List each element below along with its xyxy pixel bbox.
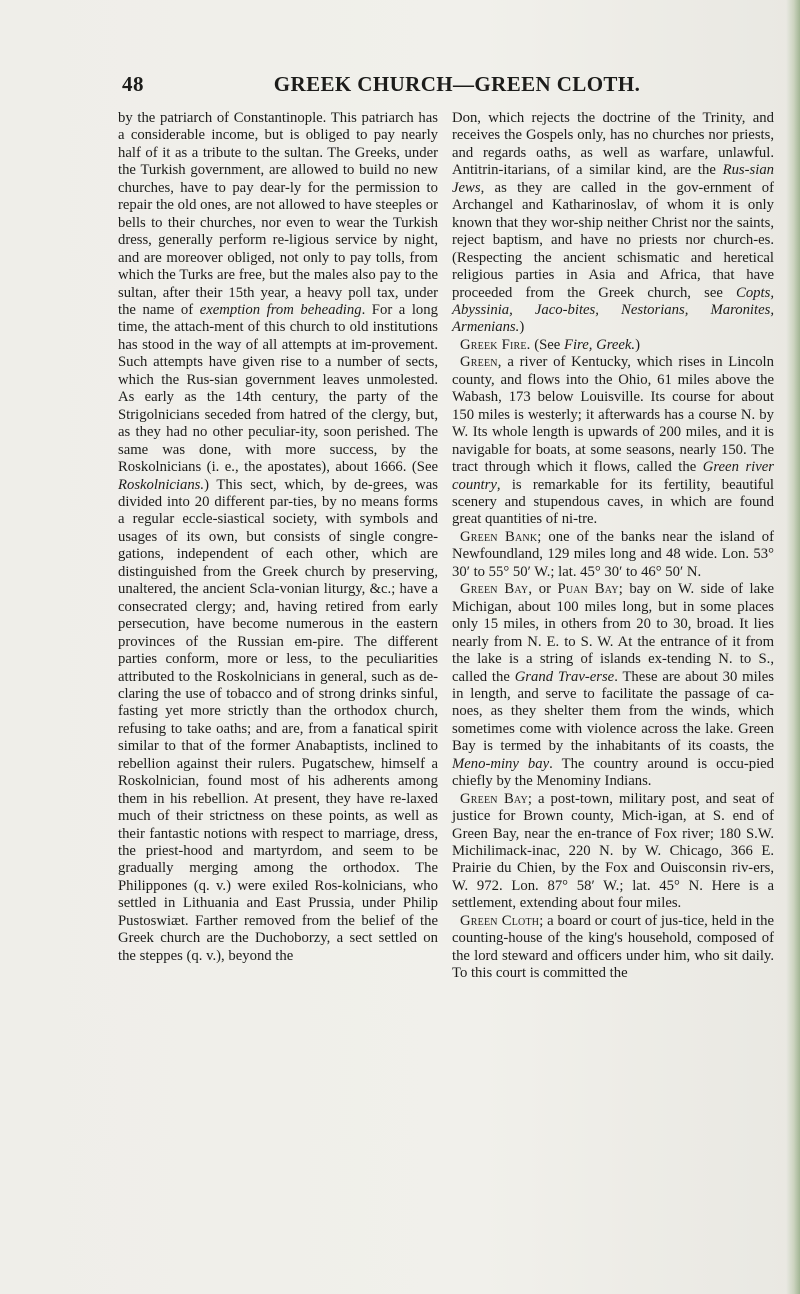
italic-text: Copts, Abyssinia, Jaco-bites, Nestorians, Maronites, Armenians. — [452, 284, 774, 336]
entry-green-bay-town — [452, 791, 774, 913]
italic-text: Rus-sian Jews — [452, 162, 774, 196]
text-run: or — [532, 581, 558, 598]
italic-text: exemption from beheading — [199, 301, 362, 318]
text-run: Don, which rejects the doctrine of the Trinity, and receives the Gospels only, has no churches nor priests, and regards oaths, as well as warfare, unlawful. Antitrin-itarians, of a similar kind, are the — [452, 110, 774, 179]
text-run: ; a post-town, military post, and seat of justice for Brown county, Mich-igan, at S. end of Green Bay, near the en-trance of Fox river; 180 S.W. Michilimack-inac, 220 N. by W. Chicago, 366 E. Prairie du Chien, by the Fox and Ouisconsin riv-ers, W. 972. Lon. 87° 58′ W.; lat. 45° N. Here is a settlement, extending about four miles. — [452, 790, 774, 912]
entry-green-cloth — [452, 913, 774, 983]
text-run: ) This sect, which, by de-grees, was divided into 20 different par-ties, by no means forms a regular eccle-siastical society, with symbols and usages of its own, but consists of single congre-gations, independent of each other, which are distinguished from the Greek church by preserving, unaltered, the ancient Scla-vonian liturgy, &c.; have a consecrated clergy; and, having retired from early persecution, have become numerous in the eastern provinces of the Russian em-pire. The different parties conform, more or less, to the peculiarities attributed to the Roskolnicians in general, such as de-claring the use of tobacco and of strong drinks sinful, fasting yet more strictly than the orthodox church, refusing to take oaths; and are, from a fanatical spirit similar to that of the former Anabaptists, inclined to rebellion against their rulers. Pugatschew, himself a Roskolnician, found most of his adherents among them in his rebellion. At present, they have re-laxed much of their strictness on these points, as well as their fantastic notions with respect to marriage, dress, the priest-hood and martyrdom, and seem to be gradually merging among the orthodox. The Philippones (q. v.) were exiled Ros-kolnicians, who settled in Lithuania and East Prussia, under Philip Pustoswiæt. Farther removed from the belief of the Greek church are the Duchoborzy, a sect settled on the steppes (q. v.), beyond the — [118, 476, 438, 964]
text-run: ; bay on W. side of lake Michigan, about 100 miles long, but in some places only 15 miles, in others from 20 to 30, broad. It lies nearly from N. E. to S. W. At the entrance of it from the lake is a string of islands ex-tending N. to S., called the — [452, 581, 774, 685]
paragraph — [452, 110, 774, 337]
paragraph — [118, 110, 438, 965]
entry-heading: Green, — [460, 354, 502, 371]
text-run: ; a board or court of jus-tice, held in the counting-house of the king's household, composed of the lord steward and officers under him, who sit daily. To this court is committed the — [452, 912, 775, 982]
entry-heading: Green Bay — [460, 790, 528, 807]
entry-heading: Greek Fire. — [460, 336, 531, 353]
right-column — [452, 110, 774, 983]
italic-text: Meno-miny bay — [452, 755, 550, 772]
entry-heading: Green Bank — [460, 528, 538, 545]
entry-heading: Puan Bay — [557, 581, 619, 598]
text-run: by the patriarch of Constantinople. This patriarch has a considerable income, but is obliged to pay nearly half of it as a tribute to the sultan. The Greeks, under the Turkish government, are allowed to build no new churches, have to pay dear-ly for the permission to repair the old ones, are not allowed to have steeples or bells to their churches, nor even to wear the Turkish dress, generally perform re-ligious service by night, and are moreover obliged, not only to pay tolls, from which the Turks are free, but the males also pay to the sultan, after their 15th year, a heavy poll tax, under the name of — [118, 110, 438, 318]
text-run: ) — [519, 319, 525, 336]
italic-text: Green river country — [452, 459, 774, 493]
entry-green-river — [452, 354, 774, 529]
text-run: . These are about 30 miles in length, and serve to facilitate the passage of ca-noes, as they shelter them from the winds, which sometimes come with violence across the lake. Green Bay is termed by the inhabitants of its coasts, the — [452, 668, 774, 755]
text-run: ; one of the banks near the island of Newfoundland, 129 miles long and 48 wide. Lon. 53° 30′ to 55° 50′ W.; lat. 45° 30′ to 46° 50′ N. — [452, 528, 774, 580]
text-run: , is remarkable for its fertility, beautiful scenery and stupendous caves, in which are found great quantities of ni-tre. — [452, 476, 774, 528]
entry-green-bank — [452, 529, 774, 581]
entry-greek-fire — [452, 337, 774, 354]
text-run: . The country around is occu-pied chiefly by the Menominy Indians. — [452, 755, 775, 790]
entry-green-bay — [452, 581, 774, 790]
italic-text: Grand Trav-erse — [514, 668, 615, 685]
page-header — [122, 72, 762, 98]
left-column — [118, 110, 438, 965]
italic-text: Roskolnicians. — [118, 476, 205, 493]
italic-text: Fire, Greek. — [564, 336, 636, 353]
text-run: ) — [635, 336, 640, 353]
page-number: 48 — [122, 72, 144, 96]
text-run: (See — [530, 336, 564, 353]
entry-heading: Green Bay, — [460, 581, 533, 598]
page-edge-shadow — [786, 0, 800, 1294]
text-run: , as they are called in the gov-ernment of Archangel and Katharinoslav, of whom it is only known that they wor-ship neither Christ nor the saints, reject baptism, and have no priests nor church-es. (Respecting the ancient schismatic and heretical religious parties in Asia and Africa, that have proceeded from the Greek church, see — [452, 179, 774, 301]
entry-heading: Green Cloth — [460, 912, 540, 929]
running-head: GREEK CHURCH—GREEN CLOTH. — [273, 72, 641, 96]
text-run: . For a long time, the attach-ment of this church to old institutions has stood in the way of all attempts at im-provement. Such attempts have given rise to a number of sects, which the Rus-sian government leaves unmolested. As early as the 14th century, the party of the Strigolnicians seceded from hatred of the clergy, but, as they had no other peculiar-ity, soon perished. The same was done, with more success, by the Roskolnicians (i. e., the apostates), about 1666. (See — [118, 301, 438, 476]
text-run: a river of Kentucky, which rises in Lincoln county, and flows into the Ohio, 61 miles above the Wabash, 173 below Louisville. Its course for about 150 miles is westerly; it afterwards has a course N. by W. Its whole length is upwards of 200 miles, and it is navigable for boats, at some seasons, nearly 150. The tract through which it flows, called the — [452, 354, 774, 476]
